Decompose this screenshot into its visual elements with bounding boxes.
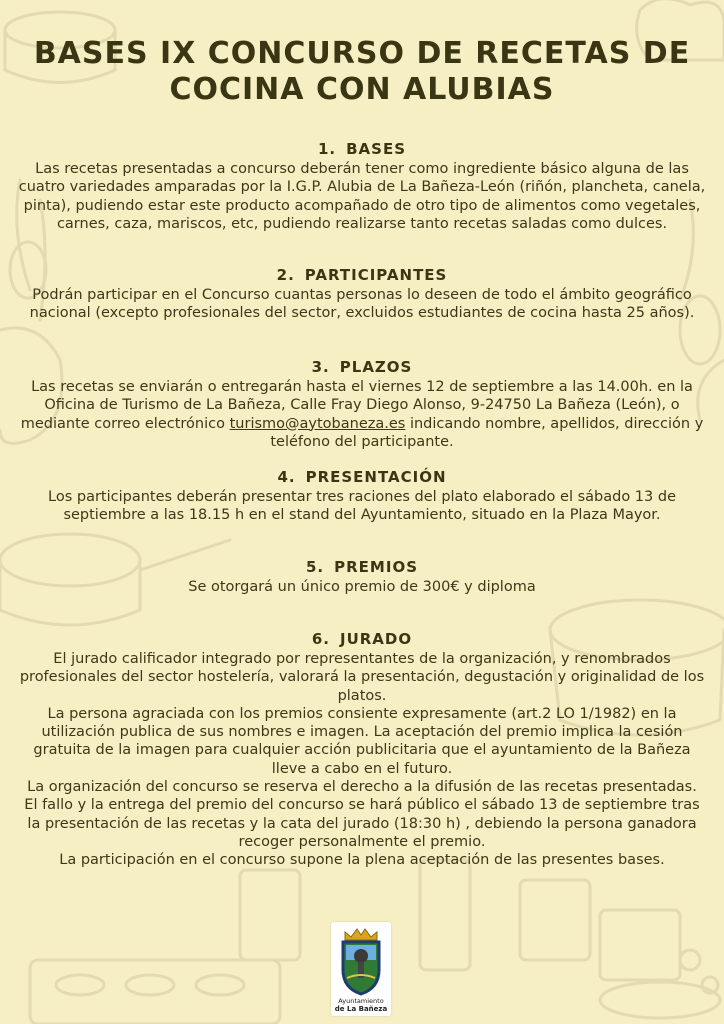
section-heading: 4. PRESENTACIÓN [277,468,447,486]
section-text: El jurado calificador integrado por representantes de la organización, y renombrados profesionales del sector hostelería, valorará la presentación, degustación y originalidad de los platos. La persona agraciada con los premios consiente expresamente (art.2 LO 1/1982) en la utilización publica de sus nombres e imagen. La aceptación del premio implica la cesión gratuita de la imagen para cualquier acción publicitaria que el ayuntamiento de la Bañeza lleve a cabo en el futuro. La organización del concurso se reserva el derecho a la difusión de las recetas presentadas. El fallo y la entrega del premio del concurso se hará público el sábado 13 de septiembre tras la presentación de las recetas y la cata del jurado (18:30 h) , debiendo la persona ganadora recoger personalmente el premio. La participación en el concurso supone la plena aceptación de las presentes bases. [19,651,705,869]
logo-text-line1: Ayuntamiento [338,997,384,1005]
section-heading: 3. PLAZOS [311,358,413,376]
section-heading: 2. PARTICIPANTES [276,266,448,284]
ayuntamiento-logo [331,922,391,1016]
section-text: Las recetas se enviarán o entregarán hasta el viernes 12 de septiembre a las 14.00h. en la Oficina de Turismo de La Bañeza, Calle Fray Diego Alonso, 9-24750 La Bañeza (León), o mediante correo electrónico turismo@aytobaneza.es indicando nombre, apellidos, dirección y teléfono del participante. [20,379,704,450]
logo-text-line2: de La Bañeza [334,1005,388,1013]
section-bases [18,140,706,233]
section-plazos [18,358,706,451]
section-heading: 5. PREMIOS [306,558,418,576]
page-title: BASES IX CONCURSO DE RECETAS DE COCINA CON ALUBIAS [33,36,691,107]
section-text: Podrán participar en el Concurso cuantas personas lo deseen de todo el ámbito geográfico nacional (excepto profesionales del sector, excluidos estudiantes de cocina hasta 25 años). [29,287,695,322]
section-premios [18,558,706,596]
section-text: Se otorgará un único premio de 300€ y diploma [188,579,536,595]
section-text: Las recetas presentadas a concurso deberán tener como ingrediente básico alguna de las cuatro variedades amparadas por la I.G.P. Alubia de La Bañeza-León (riñón, plancheta, canela, pinta), pudiendo estar este producto acompañado de otro tipo de alimentos como vegetales, carnes, caza, mariscos, etc, pudiendo realizarse tanto recetas saladas como dulces. [18,161,706,232]
section-heading: 6. JURADO [311,630,413,648]
section-presentacion [18,468,706,525]
coat-of-arms-icon [337,926,385,996]
section-participantes [18,266,706,323]
section-jurado [18,630,706,870]
section-text: Los participantes deberán presentar tres raciones del plato elaborado el sábado 13 de septiembre a las 18.15 h en el stand del Ayuntamiento, situado en la Plaza Mayor. [48,489,676,524]
section-heading: 1. BASES [317,140,407,158]
email-link[interactable]: turismo@aytobaneza.es [229,415,406,432]
